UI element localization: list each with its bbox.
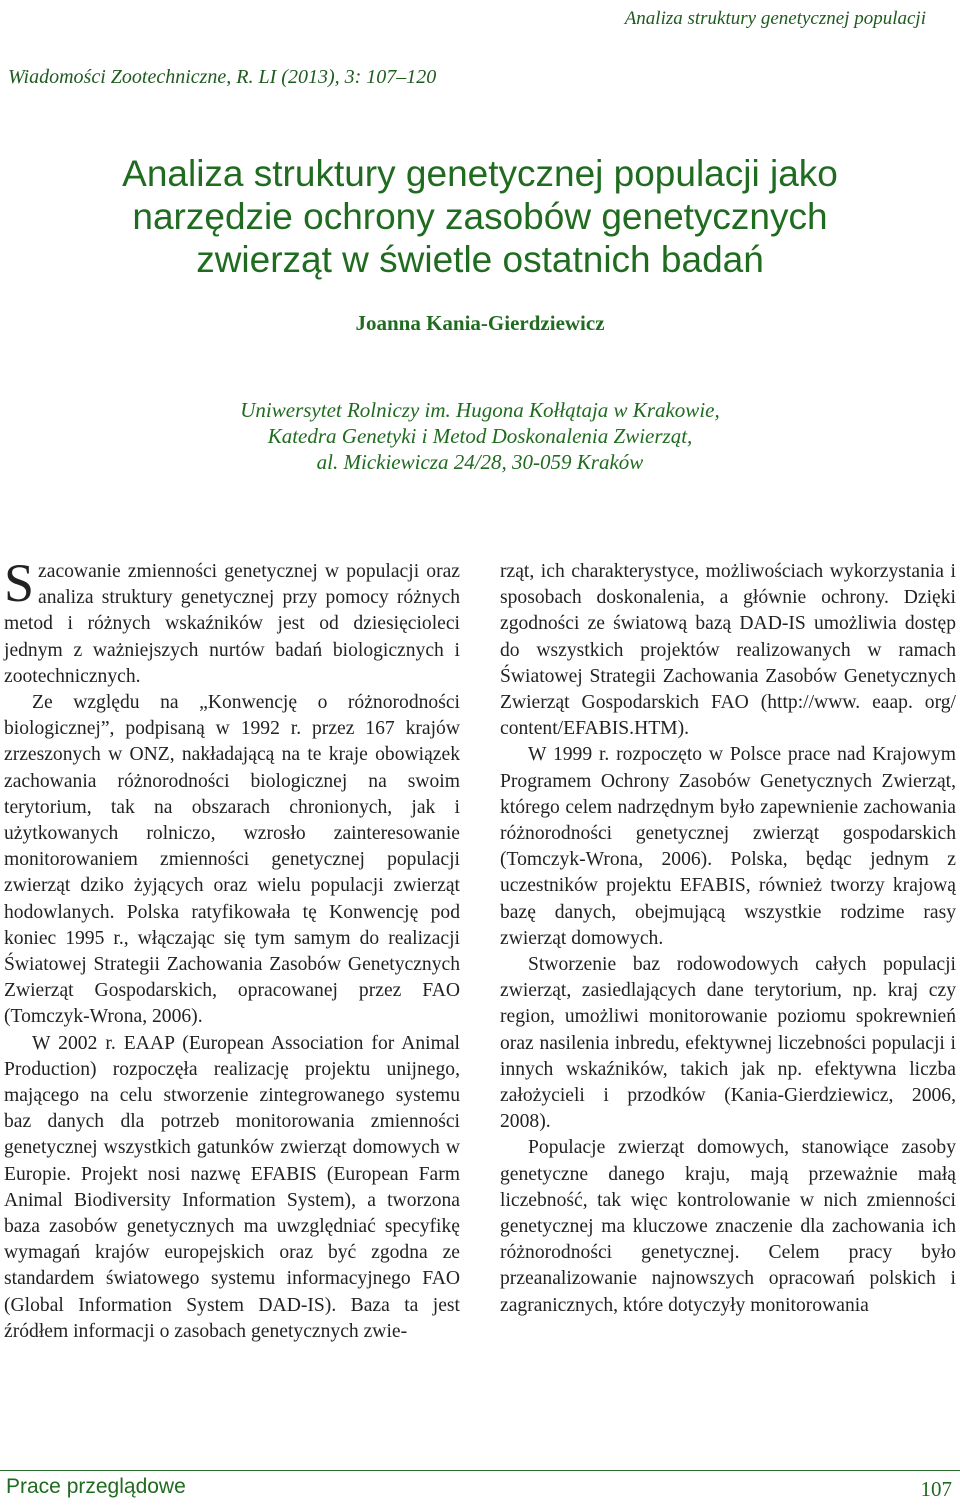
paragraph: Populacje zwierząt domowych, stanowiące zasoby genetyczne danego kraju, mają przeważnie małą liczebność, tak więc kontrolowanie w nich zmienności genetycznej ma kluczowe znaczenie dla zachowania ich różnorodności genetycznej. Celem pracy było przeanalizowanie najnowszych opracowań polskich i zagranicznych, które dotyczyły monitorowania: [500, 1137, 956, 1316]
drop-cap: S: [4, 553, 35, 613]
body-column-left: [4, 553, 460, 1345]
title-line: Analiza struktury genetycznej populacji jako: [122, 153, 838, 194]
paragraph: W 2002 r. EAAP (European Association for Animal Production) rozpoczęła realizację projektu unijnego, mającego na celu stworzenie zintegrowanego systemu baz danych dla potrzeb monitorowania zmienności genetycznej wszystkich gatunków zwierząt domowych w Europie. Projekt nosi nazwę EFABIS (European Farm Animal Biodiversity Information System), a tworzona baza zasobów genetycznych ma uwzględniać specyfikę wymagań krajów europejskich oraz być zgodna ze standardem światowego systemu informacyjnego FAO (Global Information System DAD-IS). Baza ta jest źródłem informacji o zasobach genetycznych zwie-: [4, 1032, 460, 1342]
title-line: narzędzie ochrony zasobów genetycznych: [132, 196, 828, 237]
footer-divider: [0, 1470, 960, 1471]
body-column-right: [500, 559, 956, 1319]
paragraph: W 1999 r. rozpoczęto w Polsce prace nad Krajowym Programem Ochrony Zasobów Genetycznych Zwierząt, którego celem nadrzędnym było zapewnienie zachowania różnorodności genetycznej zwierząt gospodarskich (Tomczyk-Wrona, 2006). Polska, będąc jednym z uczestników projektu EFABIS, również tworzy krajową bazę danych, obejmującą wszystkie rodzime rasy zwierząt domowych.: [500, 744, 956, 949]
running-head: Analiza struktury genetycznej populacji: [624, 8, 926, 29]
author-name: Joanna Kania-Gierdziewicz: [355, 311, 605, 335]
paragraph: Stworzenie baz rodowodowych całych populacji zwierząt, zasiedlających dane terytorium, np. kraj czy region, umożliwi monitorowanie poziomu spokrewnień oraz nasilenia inbredu, efektywnej liczebności populacji i innych wskaźników, takich jak np. efektywna liczba założycieli i przodków (Kania-Gierdziewicz, 2006, 2008).: [500, 954, 956, 1133]
title-line: zwierząt w świetle ostatnich badań: [196, 239, 764, 280]
affiliation: [0, 397, 960, 475]
paragraph: [4, 553, 460, 690]
paragraph: Ze względu na „Konwencję o różnorodności biologicznej”, podpisaną w 1992 r. przez 167 krajów zrzeszonych w ONZ, nakładającą na te kraje obowiązek zachowania różnorodności biologicznej na swoim terytorium, tak na obszarach chronionych, jak i użytkowanych rolniczo, wzrosło zainteresowanie monitorowaniem zmienności genetycznej populacji zwierząt dziko żyjących oraz wielu populacji zwierząt hodowlanych. Polska ratyfikowała tę Konwencję pod koniec 1995 r., włączając się tym samym do realizacji Światowej Strategii Zachowania Zasobów Genetycznych Zwierząt Gospodarskich, opracowanej przez FAO (Tomczyk-Wrona, 2006).: [4, 692, 460, 1028]
affiliation-line: al. Mickiewicza 24/28, 30-059 Kraków: [316, 450, 644, 474]
section-label: Prace przeglądowe: [6, 1475, 186, 1498]
paragraph-text: zacowanie zmienności genetycznej w populacji oraz analiza struktury genetycznej przy pomocy różnych metod i różnych wskaźników jest od dziesięcioleci jednym z ważniejszych nurtów badań biologicznych i zootechnicznych.: [4, 561, 460, 687]
affiliation-line: Katedra Genetyki i Metod Doskonalenia Zwierząt,: [267, 424, 693, 448]
page-number: 107: [920, 1477, 952, 1501]
journal-reference: Wiadomości Zootechniczne, R. LI (2013), 3: 107–120: [8, 66, 437, 88]
affiliation-line: Uniwersytet Rolniczy im. Hugona Kołłątaja w Krakowie,: [240, 398, 720, 422]
paragraph: rząt, ich charakterystyce, możliwościach wykorzystania i sposobach doskonalenia, a głównie ochrony. Dzięki zgodności ze światową bazą DAD-IS umożliwia dostęp do wszystkich projektów realizowanych w ramach Światowej Strategii Zachowania Zasobów Genetycznych Zwierząt Gospodarskich FAO (http://www. eaap. org/ content/EFABIS.HTM).: [500, 561, 956, 740]
article-title: [0, 152, 960, 281]
